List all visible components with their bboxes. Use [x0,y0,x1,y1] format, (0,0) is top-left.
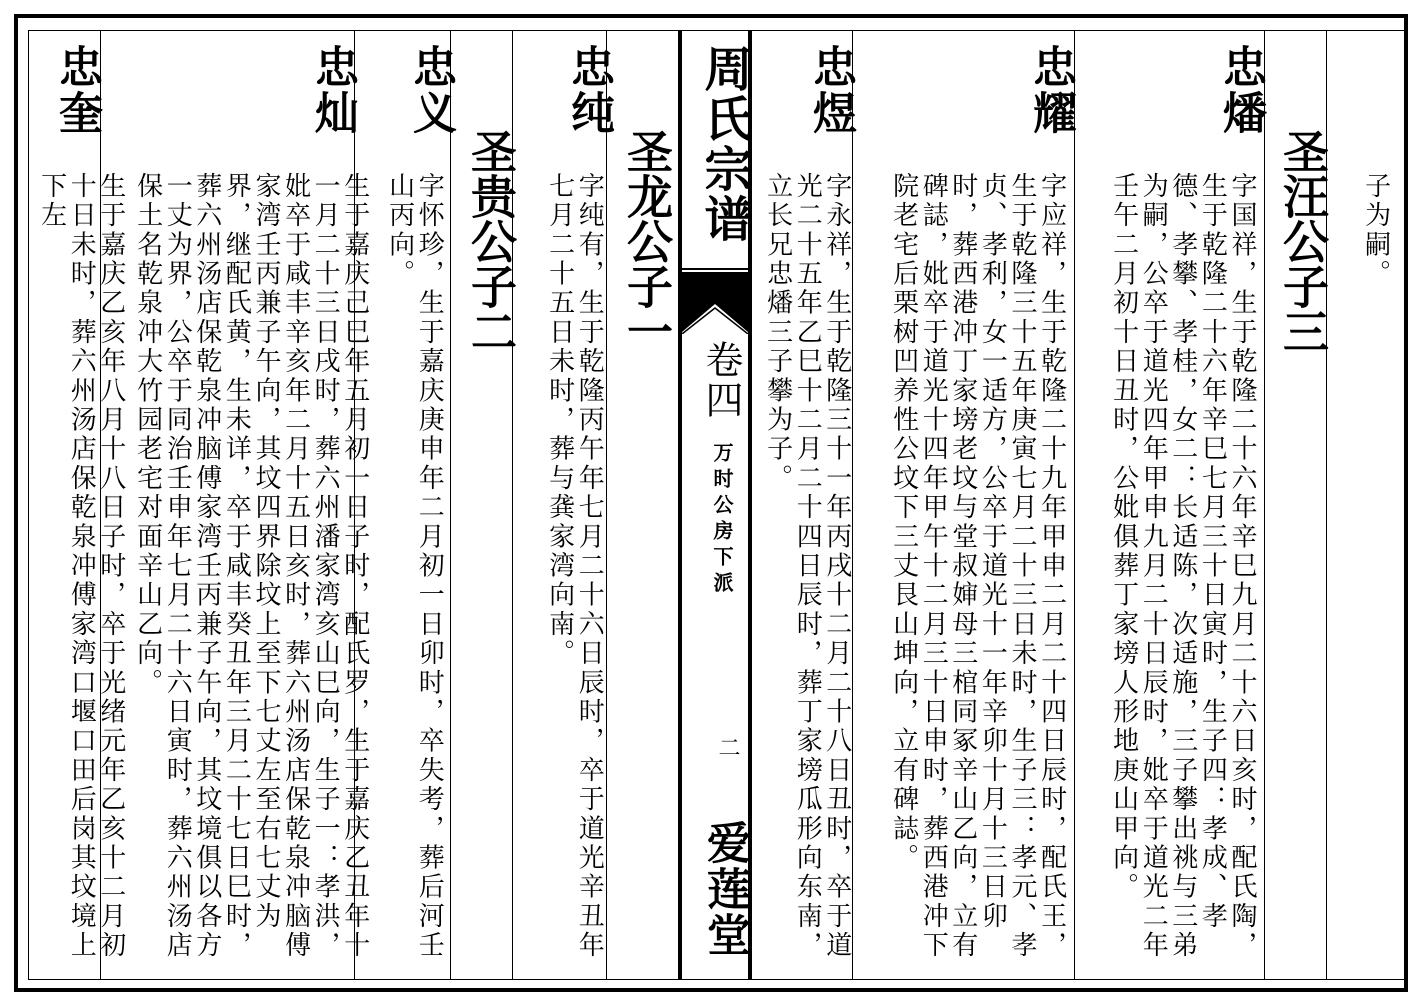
biography-text: 生于嘉庆乙亥年八月十八日子时，卒于光绪元年乙亥十二月初十日未时，葬六州汤店保乾泉冲傅家湾口堰口田后岗其坟境上下左 [36,172,126,961]
column-rule [1264,30,1265,980]
biography-text: 生于嘉庆己巳年五月初一日子时，配氏罗，生于嘉庆乙丑年十一月二十三日戌时，葬六州潘家湾亥山巳向，生子一：孝洪，妣卒于咸丰辛亥年二月十五日亥时，葬六州汤店保乾泉冲脑傅家湾壬丙兼子午向，其坟四界除坟上至下七丈左至右七丈为界，继配氏黄，生未详，卒于咸丰癸丑年三月二十七日巳时，葬六州汤店保乾泉冲脑傅家湾壬丙兼子午向，其坟境俱以各方一丈为界，公卒于同治壬申年七月二十六日寅时，葬六州汤店保土名乾泉冲大竹园老宅对面辛山乙向。 [132,172,370,961]
spine-volume: 卷四 [699,340,743,420]
biography-text: 字应祥，生于乾隆二十九年甲申二月二十四日辰时，配氏王，生于乾隆三十五年庚寅七月二十三日未时，生子三：孝元、孝贞、孝利，女一适方，公卒于道光十一年辛卯十月十三日卯时，葬西港冲丁家塝老坟与堂叔婶母三棺同冢辛山乙向，立有碑誌，妣卒于道光十四年甲午十二月三十日申时，葬西港冲下院老宅后栗树凹养性公坟下三丈艮山坤向，立有碑誌。 [888,172,1067,961]
spine-page-number: 二 [715,736,740,758]
column-rule [606,30,607,980]
column-rule [450,30,451,980]
person-name: 忠灿 [307,44,358,136]
generation-heading: 圣龙公子一 [620,128,674,353]
person-name: 忠奎 [51,44,102,136]
generation-heading: 圣汪公子三 [1276,128,1330,353]
person-name: 忠煜 [805,44,856,136]
biography-text: 字永祥，生于乾隆三十一年丙戌十二月二十八日丑时，卒于道光二十五年乙巳十二月二十四日辰时，葬丁家塝瓜形向东南，立长兄忠燔三子攀为子。 [762,172,852,961]
person-name: 忠纯 [563,44,614,136]
generation-heading: 圣贵公子二 [464,128,518,353]
column-rule [852,30,853,980]
biography-text: 字怀珍，生于嘉庆庚申年二月初一日卯时，卒失考，葬后河壬山丙向。 [384,172,445,961]
biography-text: 字纯有，生于乾隆丙午年七月二十六日辰时，卒于道光辛丑年七月二十五日未时，葬与龚家湾向南。 [544,172,605,961]
person-name: 忠耀 [1025,44,1076,136]
person-name: 忠燔 [1215,44,1266,136]
person-name: 忠义 [405,44,456,136]
spine-title: 周氏宗谱 [696,44,752,244]
spine-hall-name: 爱莲堂 [699,820,750,958]
fishtail-mark-icon [682,298,748,334]
continuation-text: 子为嗣。 [1360,172,1391,289]
biography-text: 字国祥，生于乾隆二十六年辛巳九月二十六日亥时，配氏陶，生于乾隆二十六年辛巳七月三十日寅时，生子四：孝成、孝德、孝攀、孝桂，女二：长适陈，次适施，三子攀出祧与三弟为嗣，公卒于道光四年甲申九月二十日辰时，妣卒于道光二年壬午二月初十日丑时，公妣俱葬丁家塝人形地庚山甲向。 [1108,172,1257,961]
column-rule [1074,30,1075,980]
spine-branch: 万时公房下派 [710,442,734,598]
